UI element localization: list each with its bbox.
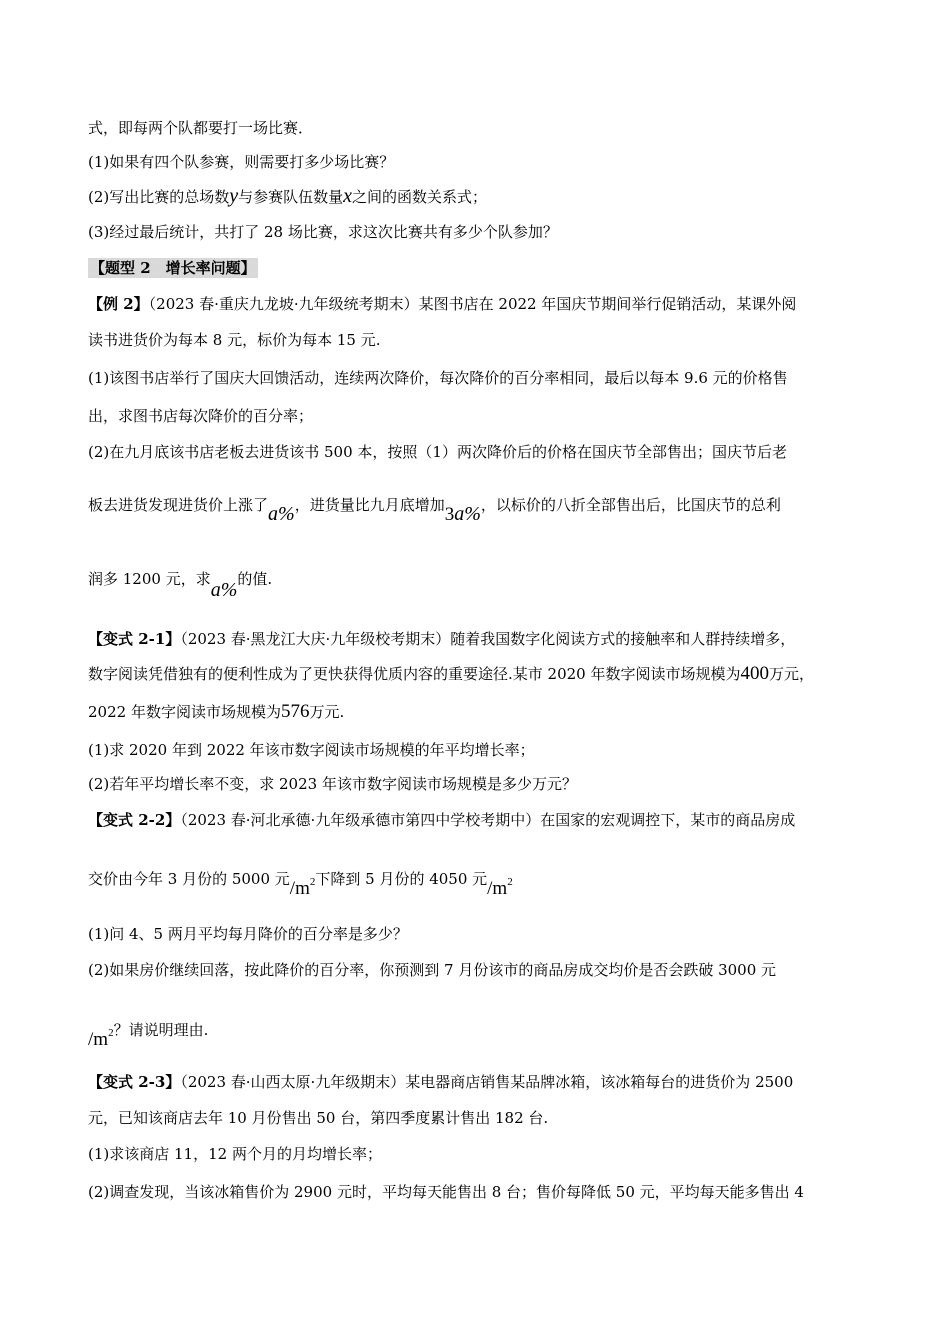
v22-q2-text-b: ？请说明理由. bbox=[113, 1021, 209, 1039]
variant-2-2-q1: (1)问 4、5 两月平均每月降价的百分率是多少？ bbox=[88, 925, 408, 943]
v21-text-b: 万元， bbox=[768, 665, 814, 683]
problem-intro-continuation: 式，即每两个队都要打一场比赛． bbox=[88, 119, 314, 137]
value-576: 576 bbox=[280, 701, 310, 722]
example-2-header bbox=[88, 294, 796, 314]
question-2-text-a: (2)写出比赛的总场数 bbox=[88, 188, 230, 206]
math-3a-percent: a% bbox=[454, 503, 481, 525]
math-a-percent-2: a% bbox=[210, 579, 238, 601]
section-title: 【题型 2 增长率问题】 bbox=[90, 259, 256, 277]
question-1: (1)如果有四个队参赛，则需要打多少场比赛？ bbox=[88, 153, 395, 171]
variant-2-1-tag: 【变式 2-1】 bbox=[88, 630, 181, 648]
v21-text-a: 数字阅读凭借独有的便利性成为了更快获得优质内容的重要途径.某市 2020 年数字阅读市场规模为 bbox=[88, 665, 741, 683]
example-2-q1-line-2: 出，求图书店每次降价的百分率； bbox=[88, 407, 314, 425]
variant-2-3-text: （2023 春·山西太原·九年级期末）某电器商店销售某品牌冰箱，该冰箱每台的进货价为 2500 bbox=[180, 1073, 794, 1091]
variant-2-3-header bbox=[88, 1072, 793, 1092]
variant-2-3-q2: (2)调查发现，当该冰箱售价为 2900 元时，平均每天能售出 8 台；售价每降低 50 元，平均每天能多售出 4 bbox=[88, 1183, 804, 1201]
value-400: 400 bbox=[740, 663, 769, 684]
unit-per-m2-1: $/m^2$ bbox=[289, 876, 316, 899]
unit-per-m2-2: $/m^2$ bbox=[487, 876, 513, 899]
variant-2-2-tag: 【变式 2-2】 bbox=[88, 811, 181, 829]
variant-2-3-line-2: 元，已知该商店去年 10 月份售出 50 台，第四季度累计售出 182 台. bbox=[88, 1109, 549, 1127]
example-2-line-2: 读书进货价为每本 8 元，标价为每本 15 元. bbox=[88, 331, 381, 349]
question-2 bbox=[88, 186, 487, 207]
variant-2-1-line-3 bbox=[88, 702, 344, 722]
section-heading bbox=[88, 258, 258, 278]
q2-text-a: 板去进货发现进货价上涨了 bbox=[88, 496, 269, 514]
question-2-text-c: 之间的函数关系式； bbox=[352, 188, 488, 206]
v21-text-d: 万元. bbox=[309, 703, 345, 721]
unit-per-m2-3: $/m^2$ bbox=[88, 1027, 114, 1050]
variant-2-3-tag: 【变式 2-3】 bbox=[88, 1073, 181, 1091]
variant-2-3-q1: (1)求该商店 11，12 两个月的月均增长率； bbox=[88, 1145, 382, 1163]
math-coefficient-3: 3 bbox=[444, 504, 455, 525]
var-y: y bbox=[229, 185, 239, 207]
variant-2-2-q2-line-2 bbox=[88, 1013, 209, 1050]
example-2-q2-line-2 bbox=[88, 494, 781, 525]
example-2-q2-line-1: (2)在九月底该书店老板去进货该书 500 本，按照（1）两次降价后的价格在国庆节全部售出；国庆节后老 bbox=[88, 443, 787, 461]
v22-text-a: 交价由今年 3 月份的 5000 元 bbox=[88, 870, 290, 888]
v21-text-c: 2022 年数字阅读市场规模为 bbox=[88, 703, 281, 721]
variant-2-1-text: （2023 春·黑龙江大庆·九年级校考期末）随着我国数字化阅读方式的接触率和人群持续增多， bbox=[180, 630, 796, 648]
math-a-percent: a% bbox=[268, 503, 295, 525]
variant-2-1-line-2 bbox=[88, 664, 814, 684]
variant-2-2-q2-line-1: (2)如果房价继续回落，按此降价的百分率，你预测到 7 月份该市的商品房成交均价是否会跌破 3000 元 bbox=[88, 961, 777, 979]
variant-2-1-q2: (2)若年平均增长率不变，求 2023 年该市数字阅读市场规模是多少万元？ bbox=[88, 775, 577, 793]
question-2-text-b: 与参赛队伍数量 bbox=[238, 188, 344, 206]
var-x: x bbox=[343, 185, 353, 207]
variant-2-1-q1: (1)求 2020 年到 2022 年该市数字阅读市场规模的年平均增长率； bbox=[88, 741, 535, 759]
example-2-q1-line-1: (1)该图书店举行了国庆大回馈活动，连续两次降价，每次降价的百分率相同，最后以每本 9.6 元的价格售 bbox=[88, 369, 788, 387]
example-2-q2-line-3 bbox=[88, 568, 273, 601]
q2-text-d: 润多 1200 元，求 bbox=[88, 570, 211, 588]
variant-2-2-header bbox=[88, 810, 795, 830]
v22-text-b: 下降到 5 月份的 4050 元 bbox=[315, 870, 488, 888]
variant-2-2-text: （2023 春·河北承德·九年级承德市第四中学校考期中）在国家的宏观调控下，某市的商品房成 bbox=[180, 811, 796, 829]
example-2-text: （2023 春·重庆九龙坡·九年级统考期末）某图书店在 2022 年国庆节期间举行促销活动，某课外阅 bbox=[148, 295, 797, 313]
q2-text-b: ，进货量比九月底增加 bbox=[294, 496, 445, 514]
variant-2-2-line-2 bbox=[88, 862, 513, 899]
example-2-tag: 【例 2】 bbox=[88, 295, 149, 313]
q2-text-e: 的值. bbox=[237, 570, 273, 588]
variant-2-1-header bbox=[88, 629, 795, 649]
q2-text-c: ，以标价的八折全部售出后，比国庆节的总利 bbox=[480, 496, 781, 514]
question-3: (3)经过最后统计，共打了 28 场比赛，求这次比赛共有多少个队参加？ bbox=[88, 223, 558, 241]
